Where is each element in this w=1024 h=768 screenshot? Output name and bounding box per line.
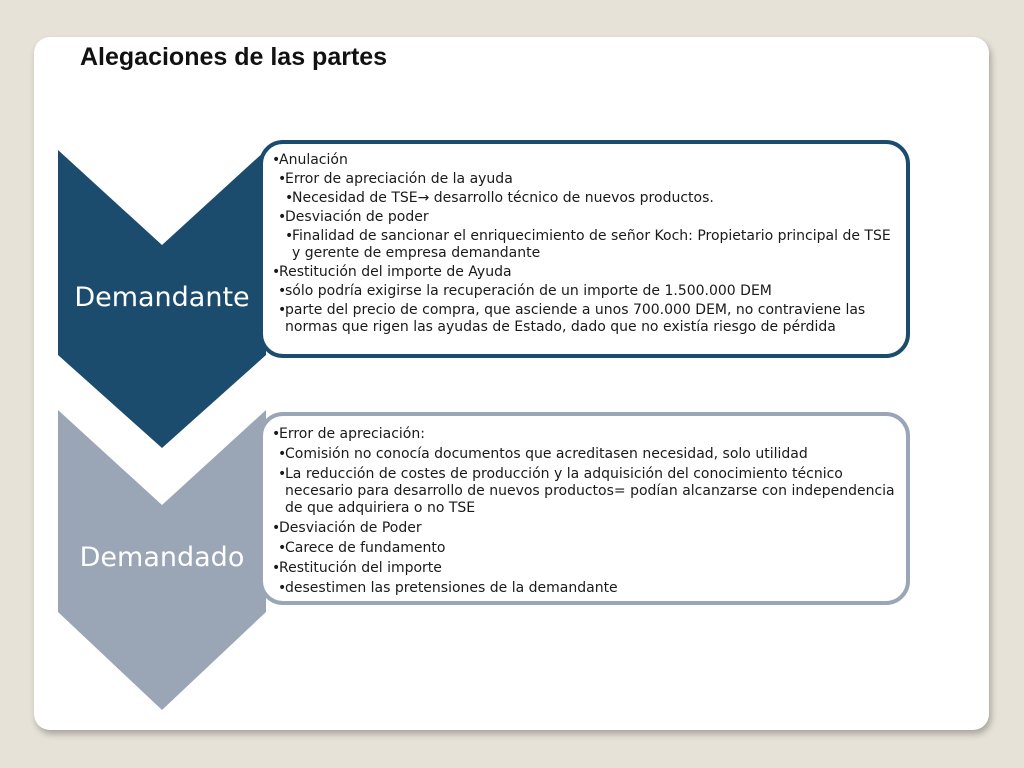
bullet-item: • Restitución del importe de Ayuda <box>272 264 896 281</box>
bullet-item: • Desviación de Poder <box>272 520 896 537</box>
bullet-item: • Comisión no conocía documentos que acreditasen necesidad, solo utilidad <box>278 446 896 463</box>
bullet-item: • Error de apreciación de la ayuda <box>278 171 896 188</box>
bullet-item: • Desviación de poder <box>278 209 896 226</box>
page-title: Alegaciones de las partes <box>80 43 388 71</box>
demandante-label: Demandante <box>74 282 250 313</box>
bullet-item: • Error de apreciación: <box>272 426 896 443</box>
bullet-item: • Necesidad de TSE→ desarrollo técnico de nuevos productos. <box>285 190 896 207</box>
bullet-item: • parte del precio de compra, que asciende a unos 700.000 DEM, no contraviene las normas que rigen las ayudas de Estado, dado que no existía riesgo de pérdida <box>278 302 896 336</box>
bullet-item: • La reducción de costes de producción y la adquisición del conocimiento técnico necesario para desarrollo de nuevos productos= podían alcanzarse con independencia de que adquiriera o no TSE <box>278 466 896 517</box>
bullet-item: • Anulación <box>272 152 896 169</box>
bullet-item: • desestimen las pretensiones de la demandante <box>278 580 896 597</box>
bullet-item: • Finalidad de sancionar el enriquecimiento de señor Koch: Propietario principal de TSE y gerente de empresa demandante <box>285 228 896 262</box>
bullet-item: • sólo podría exigirse la recuperación de un importe de 1.500.000 DEM <box>278 283 896 300</box>
demandante-box <box>259 140 910 358</box>
bullet-item: • Carece de fundamento <box>278 540 896 557</box>
demandado-label: Demandado <box>79 542 245 573</box>
bullet-item: • Restitución del importe <box>272 560 896 577</box>
demandado-box <box>259 412 910 605</box>
